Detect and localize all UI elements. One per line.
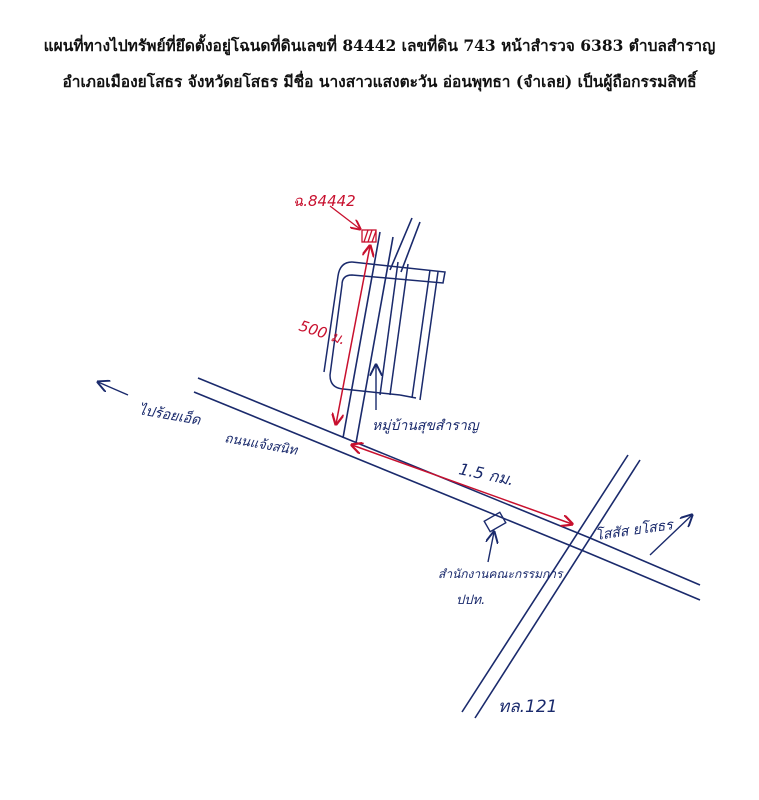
parcel-marker [362,230,376,242]
village-label: หมู่บ้านสุขสำราญ [372,418,479,434]
direction-left-label: ไปร้อยเอ็ด [137,402,202,429]
landmark-pointer [488,532,494,562]
landmark-label-1: สำนักงานคณะกรรมการ [438,567,563,581]
road-label: ถนนแจ้งสนิท [223,431,299,459]
highway-label: ทล.121 [498,697,558,717]
title-line-1: แผนที่ทางไปทรัพย์ที่ยึดตั้งอยู่โฉนดที่ดินเลขที่ 84442 เลขที่ดิน 743 หน้าสำรวจ 6383 ตำบลสำราญ [43,36,716,55]
distance-plot-label: 500 ม. [296,316,349,349]
direction-right-label: โสสัส ยโสธร [594,517,674,544]
landmark-label-2: ปปท. [456,593,486,608]
left-direction-arrow [98,382,128,395]
distance-road-label: 1.5 กม. [457,459,516,490]
parcel-label: ฉ.84442 [293,192,356,210]
landmark-building [484,512,506,531]
distance-1-5km-arrow [352,445,572,524]
title-line-2: อำเภอเมืองยโสธร จังหวัดยโสธร มีชื่อ นางสาวแสงตะวัน อ่อนพุทธา (จำเลย) เป็นผู้ถือกรรมสิทธิ์ [62,72,697,91]
